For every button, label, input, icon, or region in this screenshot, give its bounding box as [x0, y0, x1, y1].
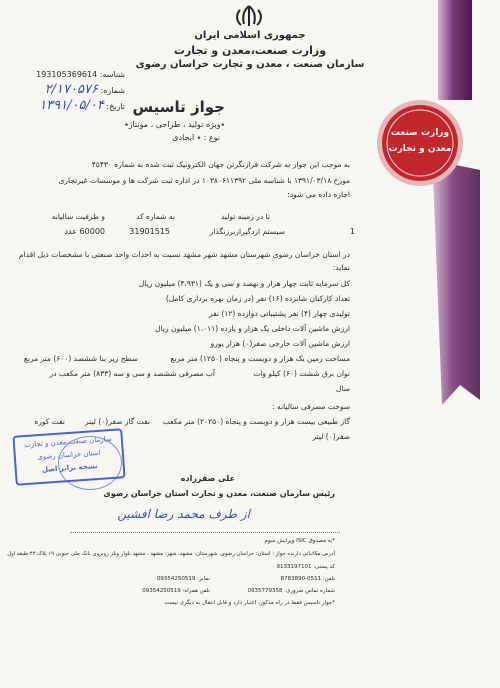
footer-divider: [70, 532, 340, 533]
footer-line-2: آدرس مکاتباتی دارنده جواز : استان: خراسان رضوی، شهرستان: مشهد، شهر: مشهد ، مشهد بلوار ویلز روبروی بانک ملی جنوبی ۱۹ پلاک ۴۴ طبقه اول: [7, 551, 335, 557]
stamp-line-3: نسخه برابر اصل: [41, 462, 98, 474]
footer-line-7: تلفن همراه: 09354250519: [142, 588, 210, 594]
footer-line-8: *جواز تاسیس فقط در راه مذکور، اعتبار دارد و قابل انتقال به دیگری نیست: [164, 600, 335, 606]
footer-line-3: کد پستی: 9133197101: [276, 564, 335, 570]
header-line-3: سازمان صنعت ، معدن و تجارت خراسان رضوی: [135, 59, 365, 70]
meta-id-value: 193105369614: [36, 70, 98, 79]
table-header-code: به شماره کد: [136, 212, 175, 221]
document-types: ٭ویژه تولید ، طراحی ، مونتاژ٭: [124, 120, 225, 129]
spec-building: سطح زیر بنا ششصد (۶۰۰) متر مربع: [23, 354, 138, 363]
meta-date-value: ۱۳۹۱/۰۵/۰۴: [39, 98, 104, 113]
stamp-line-2: استان خراسان رضوی: [36, 448, 101, 462]
footer-line-5: شماره تماس ضروری: 0935779358: [247, 588, 335, 594]
stamp-line-1: سازمان صنعت،معدن و تجارت: [24, 434, 112, 450]
document-title: جواز تاسیس: [132, 98, 225, 116]
stamp-ink-oval: [58, 436, 122, 490]
document-subtype: نوع : ٭ ایجادی: [172, 133, 220, 142]
spec-production: تولیدی چهار (۴) نفر پشتیبانی دوازده (۱۲) نفر: [209, 309, 350, 318]
location-line-2: نماید:: [332, 263, 350, 272]
spec-capital: کل سرمایه ثابت چهار هزار و نهصد و سی و یک (۴،۹۳۱) میلیون ریال: [138, 279, 350, 288]
spec-water-tail: سال: [335, 384, 350, 393]
intro-line-2: مورخ ۱۳۹۱/۰۳/۱۸ با شناسه ملی ۱۰۳۸۰۶۱۱۳۹۲ در اداره ثبت شرکت ها و موسسات غیرتجاری: [58, 176, 350, 185]
table-row-capacity: [64, 227, 105, 236]
table-row-index: 1: [349, 227, 355, 236]
fuel-heading: سوخت مصرفی سالیانه :: [272, 402, 350, 411]
table-row-code: 31901515: [129, 227, 170, 236]
header-line-2: وزارت صنعت،معدن و تجارت: [173, 44, 327, 57]
handwritten-signature: از طرف محمد رضا افشین: [117, 507, 250, 521]
spec-power: توان برق ششت (۶۰) کیلو وات: [253, 369, 350, 378]
seal-line-2: معدن و تجارت: [388, 144, 452, 154]
emblem-icon: [232, 4, 266, 28]
intro-line-1: به موجب این جواز به شرکت فرازنگرتن جهان الکترونیک ثبت شده به شماره ۴۵۴۳۰: [91, 160, 350, 169]
meta-number: شماره: ۲/۱۷۰۵۷۶: [44, 82, 125, 97]
signatory-title: رئیس سازمان صنعت، معدن و تجارت استان خراسان رضوی: [103, 489, 335, 498]
spec-workers: تعداد کارکنان شانزده (۱۶) نفر (در زمان بهره برداری کامل): [165, 294, 350, 303]
seal-line-1: وزارت صنعت: [390, 128, 450, 138]
intro-line-3: اجازه داده می شود:: [287, 190, 350, 199]
spec-foreign-machines: ارزش ماشین آلات خارجی صفر(۰) هزار یورو: [210, 339, 350, 348]
fuel-kerosene-value: صفر(۰) لیتر: [312, 432, 350, 441]
fuel-kerosene: نفت کوره: [34, 417, 65, 426]
footer-line-6: نمابر: 09354250519: [156, 576, 210, 582]
meta-date: تاریخ: ۱۳۹۱/۰۵/۰۴: [39, 98, 125, 113]
footer-line-1: *به مصدوق ISIC ویرایش سوم: [264, 538, 335, 544]
footer-line-4: تلفن: 0511-8783890: [280, 576, 335, 582]
table-header-product: تا در زمینه تولید: [220, 212, 270, 221]
meta-number-value: ۲/۱۷۰۵۷۶: [44, 82, 98, 97]
header-line-1: جمهوری اسلامی ایران: [194, 30, 306, 41]
location-line-1: در استان خراسان رضوی شهرستان مشهد شهر مشهد نسبت به احداث واحد صنعتی با مشخصات ذیل اقدام: [18, 250, 350, 259]
spec-land: مساحت زمین یک هزار و دویست و پنجاه (۱۲۵۰) متر مربع: [170, 354, 350, 363]
spec-domestic-machines: ارزش ماشین آلات داخلی یک هزار و یازده (۱،۰۱۱) میلیون ریال: [155, 324, 350, 333]
meta-id: شناسه: 193105369614: [36, 70, 125, 79]
table-row-capacity-value: 60000: [79, 227, 105, 236]
fuel-gas: گاز طبیعی بیست هزار و دویست و پنجاه (۲۰۲۵۰) متر مکعب: [162, 417, 350, 426]
fuel-gasoil: نفت گاز صفر(۰) لیتر: [84, 417, 150, 426]
signatory-name: علی صفرزاده: [180, 474, 235, 483]
table-row-product: سیستم ازدگیرازبرزنگذار: [209, 227, 285, 236]
table-row-unit: عدد: [64, 227, 77, 236]
spec-water: آب مصرفی ششصد و سی و سه (۸۳۳) متر مکعب در: [49, 369, 215, 378]
table-header-capacity: و ظرفیت سالیانه: [51, 212, 105, 221]
official-seal: [375, 98, 465, 188]
